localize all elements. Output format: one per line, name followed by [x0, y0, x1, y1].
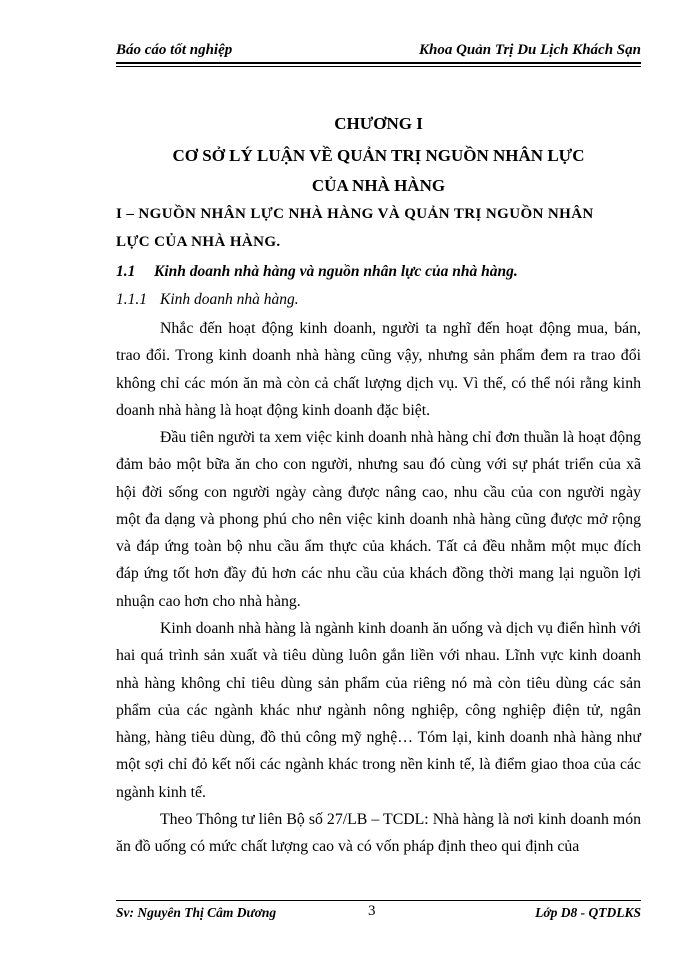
header-rule-thick	[116, 62, 641, 64]
footer-page-number: 3	[368, 903, 376, 919]
subsubsection-title: Kinh doanh nhà hàng.	[160, 291, 299, 308]
subsubsection-heading	[116, 291, 641, 309]
header-rule-thin	[116, 66, 641, 67]
section-heading-line1: I – NGUỒN NHÂN LỰC NHÀ HÀNG VÀ QUẢN TRỊ NGUỒN NHÂN	[116, 206, 594, 222]
footer-rule	[116, 900, 641, 901]
paragraph-2: Đầu tiên người ta xem việc kinh doanh nhà hàng chỉ đơn thuần là hoạt động đảm bảo một bữa ăn cho con người, nhưng sau đó cùng với sự phát triển của xã hội đời sống con người ngày càng được nâng cao, nhu cầu của con người ngày một đa dạng và phong phú cho nên việc kinh doanh nhà hàng cũng được mở rộng và đáp ứng toàn bộ nhu cầu ẩm thực của khách. Tất cả đều nhằm một mục đích đáp ứng tốt hơn đầy đủ hơn các nhu cầu của khách đồng thời mang lại nguồn lợi nhuận cao hơn cho nhà hàng.	[116, 429, 641, 610]
footer-student-name: Sv: Nguyên Thị Câm Dương	[116, 905, 277, 920]
subsubsection-number: 1.1.1	[116, 291, 147, 308]
section-heading-line2: LỰC CỦA NHÀ HÀNG.	[116, 234, 281, 250]
footer-class: Lớp D8 - QTDLKS	[535, 905, 641, 920]
subsection-number: 1.1	[116, 263, 136, 280]
chapter-label: CHƯƠNG I	[334, 114, 423, 133]
chapter-title-line2: CỦA NHÀ HÀNG	[311, 176, 446, 195]
subsection-heading	[116, 263, 641, 281]
subsection-title: Kinh doanh nhà hàng và nguồn nhân lực của nhà hàng.	[154, 263, 518, 280]
paragraph-1: Nhắc đến hoạt động kinh doanh, người ta nghĩ đến hoạt động mua, bán, trao đổi. Trong kinh doanh nhà hàng cũng vậy, nhưng sản phẩm đem ra trao đổi không chỉ các món ăn mà còn cả chất lượng dịch vụ. Vì thế, có thể nói rằng kinh doanh nhà hàng là hoạt động kinh doanh đặc biệt.	[116, 320, 641, 419]
chapter-title-line1: CƠ SỞ LÝ LUẬN VỀ QUẢN TRỊ NGUỒN NHÂN LỰC	[172, 146, 585, 165]
paragraph-3: Kinh doanh nhà hàng là ngành kinh doanh ăn uống và dịch vụ điển hình với hai quá trình sản xuất và tiêu dùng luôn gắn liền với nhau. Lĩnh vực kinh doanh nhà hàng không chỉ tiêu dùng sản phẩm của riêng nó mà còn tiêu dùng các sản phẩm của các ngành khác như ngành nông nghiệp, công nghiệp điện tử, ngân hàng, hàng tiêu dùng, đồ thủ công mỹ nghệ… Tóm lại, kinh doanh nhà hàng như một sợi chỉ đỏ kết nối các ngành khác trong nền kinh tế, là điểm giao thoa của các ngành kinh tế.	[116, 620, 641, 801]
page-footer	[116, 900, 641, 930]
page-header	[116, 38, 641, 68]
paragraph-4: Theo Thông tư liên Bộ số 27/LB – TCDL: Nhà hàng là nơi kinh doanh món ăn đồ uống có mức chất lượng cao và có vốn pháp định theo qui định của	[116, 811, 641, 856]
header-report-title: Báo cáo tốt nghiệp	[116, 42, 233, 58]
header-faculty: Khoa Quản Trị Du Lịch Khách Sạn	[418, 42, 641, 58]
